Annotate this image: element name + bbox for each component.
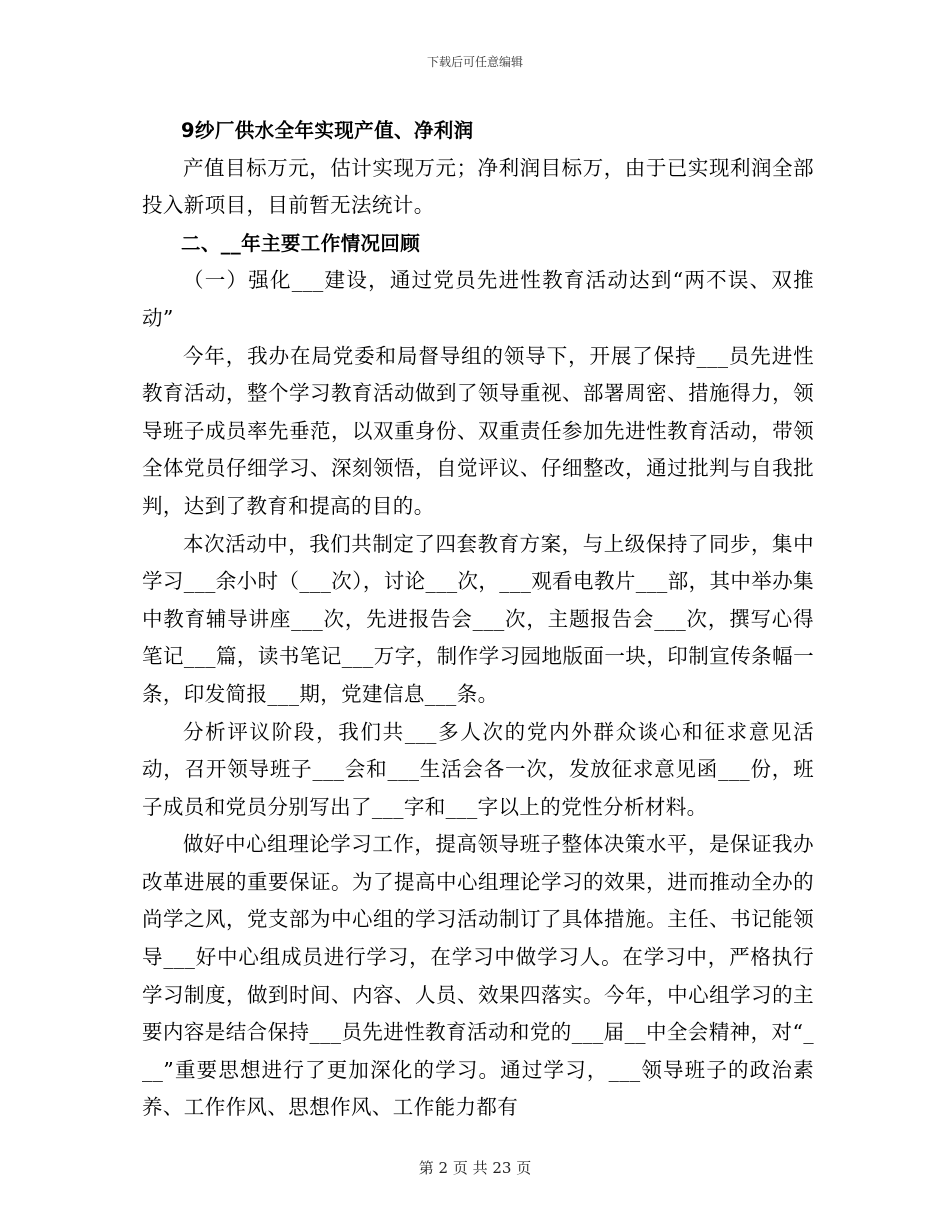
document-body [142,112,814,1127]
paragraph-evaluation-stage: 分析评议阶段，我们共___多人次的党内外群众谈心和征求意见活动，召开领导班子___会和___生活会各一次，发放征求意见函___份，班子成员和党员分别写出了___字和___字以上的党性分析材料。 [142,719,814,819]
paragraph-education-activity: 今年，我办在局党委和局督导组的领导下，开展了保持___员先进性教育活动，整个学习教育活动做到了领导重视、部署周密、措施得力，领导班子成员率先垂范，以双重身份、双重责任参加先进性教育活动，带领全体党员仔细学习、深刻领悟，自觉评议、仔细整改，通过批判与自我批判，达到了教育和提高的目的。 [142,343,814,518]
paragraph-theory-study: 做好中心组理论学习工作，提高领导班子整体决策水平，是保证我办改革进展的重要保证。为了提高中心组理论学习的效果，进而推动全办的尚学之风，党支部为中心组的学习活动制订了具体措施。主任、书记能领导___好中心组成员进行学习，在学习中做学习人。在学习中，严格执行学习制度，做到时间、内容、人员、效果四落实。今年，中心组学习的主要内容是结合保持___员先进性教育活动和党的___届__中全会精神，对“___”重要思想进行了更加深化的学习。通过学习，___领导班子的政治素养、工作作风、思想作风、工作能力都有 [142,832,814,1120]
page-number-footer: 第 2 页 共 23 页 [418,1159,532,1177]
section-heading-profit: 9纱厂供水全年实现产值、净利润 [181,119,474,142]
paragraph-activity-statistics: 本次活动中，我们共制定了四套教育方案，与上级保持了同步，集中学习___余小时（___次），讨论___次，___观看电教片___部，其中举办集中教育辅导讲座___次，先进报告会___次，主题报告会___次，撰写心得笔记___篇，读书笔记___万字，制作学习园地版面一块，印制宣传条幅一条，印发简报___期，党建信息___条。 [142,531,814,706]
subheading-party-building: （一）强化___建设，通过党员先进性教育活动达到“两不误、双推动” [142,268,814,330]
section-heading-review: 二、__年主要工作情况回顾 [181,231,421,255]
page-header-note: 下载后可任意编辑 [426,55,523,69]
paragraph-output-targets: 产值目标万元，估计实现万元；净利润目标万，由于已实现利润全部投入新项目，目前暂无法统计。 [142,155,814,218]
